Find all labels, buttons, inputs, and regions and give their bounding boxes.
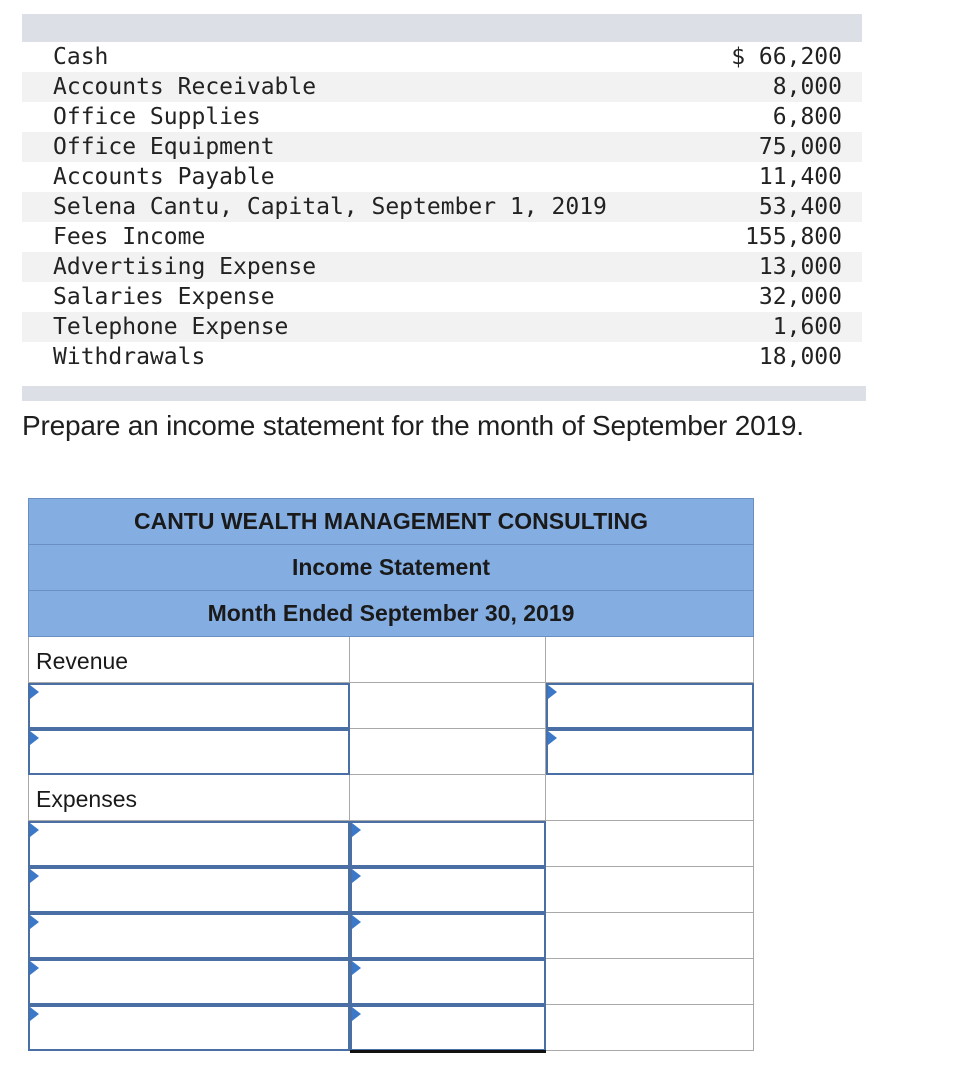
expenses-label: Expenses bbox=[28, 775, 350, 821]
revenue-total-label-field[interactable] bbox=[30, 731, 348, 773]
expense-entry-row bbox=[28, 821, 754, 867]
account-name: Office Supplies bbox=[53, 104, 261, 130]
account-balances-table bbox=[22, 14, 862, 372]
empty-cell bbox=[546, 637, 754, 683]
revenue-total-row bbox=[28, 729, 754, 775]
expense-amount-field[interactable] bbox=[352, 915, 544, 957]
expense-account-input[interactable] bbox=[28, 1005, 350, 1051]
expense-entry-row bbox=[28, 1005, 754, 1051]
account-row bbox=[22, 192, 862, 222]
expense-account-field[interactable] bbox=[30, 823, 348, 865]
account-row bbox=[22, 162, 862, 192]
table-top-bar bbox=[22, 14, 862, 42]
empty-cell bbox=[546, 775, 754, 821]
empty-cell bbox=[350, 683, 546, 729]
account-name: Fees Income bbox=[53, 224, 206, 250]
account-amount: $ 66,200 bbox=[731, 44, 842, 70]
expense-amount-field[interactable] bbox=[352, 1007, 544, 1049]
account-row bbox=[22, 102, 862, 132]
expense-amount-input[interactable] bbox=[350, 1005, 546, 1051]
empty-cell bbox=[546, 959, 754, 1005]
expense-account-field[interactable] bbox=[30, 961, 348, 1003]
account-amount: 8,000 bbox=[772, 74, 842, 100]
empty-cell bbox=[546, 867, 754, 913]
account-row bbox=[22, 72, 862, 102]
expense-account-input[interactable] bbox=[28, 959, 350, 1005]
revenue-amount-input[interactable] bbox=[546, 683, 754, 729]
empty-cell bbox=[546, 821, 754, 867]
empty-cell bbox=[546, 1005, 754, 1051]
expense-entry-row bbox=[28, 867, 754, 913]
expense-amount-field[interactable] bbox=[352, 823, 544, 865]
account-row bbox=[22, 342, 862, 372]
expense-amount-input[interactable] bbox=[350, 959, 546, 1005]
empty-cell bbox=[350, 775, 546, 821]
account-row bbox=[22, 282, 862, 312]
revenue-total-label-input[interactable] bbox=[28, 729, 350, 775]
account-name: Accounts Payable bbox=[53, 164, 275, 190]
table-bottom-bar bbox=[22, 386, 866, 401]
statement-title-header: Income Statement bbox=[28, 544, 754, 590]
revenue-total-amount-input[interactable] bbox=[546, 729, 754, 775]
subtotal-rule bbox=[350, 1050, 546, 1053]
expenses-header-row bbox=[28, 775, 754, 821]
account-amount: 32,000 bbox=[758, 284, 842, 310]
expense-amount-field[interactable] bbox=[352, 961, 544, 1003]
revenue-label: Revenue bbox=[28, 637, 350, 683]
account-name: Advertising Expense bbox=[53, 254, 317, 280]
expense-account-input[interactable] bbox=[28, 821, 350, 867]
expense-account-field[interactable] bbox=[30, 1007, 348, 1049]
account-amount: 13,000 bbox=[758, 254, 842, 280]
statement-period-header: Month Ended September 30, 2019 bbox=[28, 590, 754, 637]
expense-entry-row bbox=[28, 959, 754, 1005]
account-amount: 75,000 bbox=[758, 134, 842, 160]
expense-amount-input[interactable] bbox=[350, 913, 546, 959]
revenue-account-input[interactable] bbox=[28, 683, 350, 729]
expense-account-field[interactable] bbox=[30, 915, 348, 957]
account-name: Telephone Expense bbox=[53, 314, 289, 340]
account-amount: 53,400 bbox=[758, 194, 842, 220]
empty-cell bbox=[546, 913, 754, 959]
expense-amount-input[interactable] bbox=[350, 821, 546, 867]
account-row bbox=[22, 312, 862, 342]
account-name: Cash bbox=[53, 44, 109, 70]
account-amount: 1,600 bbox=[772, 314, 842, 340]
account-name: Salaries Expense bbox=[53, 284, 275, 310]
empty-cell bbox=[350, 637, 546, 683]
expense-account-input[interactable] bbox=[28, 867, 350, 913]
revenue-entry-row bbox=[28, 683, 754, 729]
expense-amount-input[interactable] bbox=[350, 867, 546, 913]
account-amount: 155,800 bbox=[745, 224, 842, 250]
revenue-total-amount-field[interactable] bbox=[548, 731, 752, 773]
revenue-amount-field[interactable] bbox=[548, 685, 752, 727]
account-name: Accounts Receivable bbox=[53, 74, 317, 100]
revenue-account-field[interactable] bbox=[30, 685, 348, 727]
instruction-text: Prepare an income statement for the month of September 2019. bbox=[22, 410, 804, 441]
account-name: Selena Cantu, Capital, September 1, 2019 bbox=[53, 194, 607, 220]
account-row bbox=[22, 252, 862, 282]
income-statement-worksheet bbox=[28, 498, 754, 1051]
account-amount: 18,000 bbox=[758, 344, 842, 370]
expense-amount-field[interactable] bbox=[352, 869, 544, 911]
company-name-header: CANTU WEALTH MANAGEMENT CONSULTING bbox=[28, 498, 754, 544]
expense-account-field[interactable] bbox=[30, 869, 348, 911]
account-row bbox=[22, 42, 862, 72]
empty-cell bbox=[350, 729, 546, 775]
account-row bbox=[22, 132, 862, 162]
account-amount: 6,800 bbox=[772, 104, 842, 130]
account-row bbox=[22, 222, 862, 252]
expense-entry-row bbox=[28, 913, 754, 959]
account-amount: 11,400 bbox=[758, 164, 842, 190]
revenue-header-row bbox=[28, 637, 754, 683]
expense-account-input[interactable] bbox=[28, 913, 350, 959]
account-name: Office Equipment bbox=[53, 134, 275, 160]
account-name: Withdrawals bbox=[53, 344, 206, 370]
